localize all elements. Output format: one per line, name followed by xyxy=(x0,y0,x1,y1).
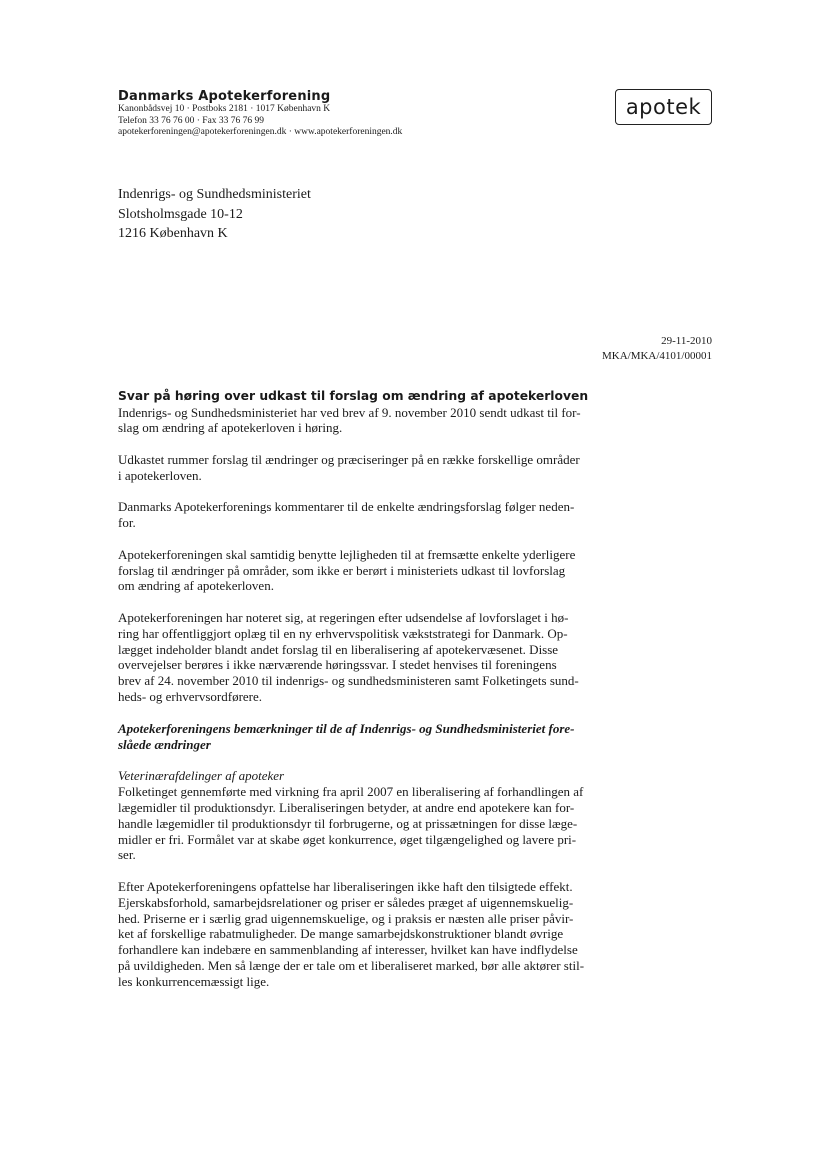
org-phone: Telefon 33 76 76 00 · Fax 33 76 76 99 xyxy=(118,115,265,126)
section-heading-line: slåede ændringer xyxy=(118,736,211,752)
paragraph xyxy=(118,784,714,863)
paragraph-line: forslag til ændringer på områder, som ikke er berørt i ministeriets udkast til lovforslag xyxy=(118,562,566,578)
paragraph-line: Indenrigs- og Sundhedsministeriet har ved brev af 9. november 2010 sendt udkast til for- xyxy=(118,404,581,420)
paragraph xyxy=(118,879,714,990)
paragraph-line: ser. xyxy=(118,847,136,863)
logo-text: apotek xyxy=(625,94,702,119)
letter-date: 29-11-2010 xyxy=(661,335,712,347)
recipient-address xyxy=(118,185,311,244)
apotek-logo xyxy=(615,89,712,125)
paragraph-line: Danmarks Apotekerforenings kommentarer til de enkelte ændringsforslag følger neden- xyxy=(118,499,575,515)
paragraph-line: Apotekerforeningen skal samtidig benytte lejligheden til at fremsætte enkelte yderligere xyxy=(118,546,576,562)
paragraph-line: brev af 24. november 2010 til indenrigs- og sundhedsministeren samt Folketingets sund- xyxy=(118,673,579,689)
recipient-line: Slotsholmsgade 10-12 xyxy=(118,206,243,222)
paragraph-line: Efter Apotekerforeningens opfattelse har liberaliseringen ikke haft den tilsigtede effekt. xyxy=(118,878,573,894)
paragraph-line: ket af forskellige rabatmuligheder. De mange samarbejdskonstruktioner blandt øvrige xyxy=(118,926,564,942)
paragraph-line: om ændring af apotekerloven. xyxy=(118,578,274,594)
paragraph-line: på uvildigheden. Men så længe der er tale om et liberaliseret marked, bør alle aktører stil- xyxy=(118,957,585,973)
paragraph-line: Folketinget gennemførte med virkning fra april 2007 en liberalisering af forhandlingen af xyxy=(118,784,584,800)
org-name: Danmarks Apotekerforening xyxy=(118,89,331,104)
letter-reference: MKA/MKA/4101/00001 xyxy=(601,350,712,362)
org-address: Kanonbådsvej 10 · Postboks 2181 · 1017 København K xyxy=(118,104,331,114)
recipient-line: 1216 København K xyxy=(118,226,228,241)
paragraph-line: slag om ændring af apotekerloven i høring. xyxy=(118,420,343,436)
org-contact: apotekerforeningen@apotekerforeningen.dk · www.apotekerforeningen.dk xyxy=(118,127,403,137)
paragraph-line: midler er fri. Formålet var at skabe øget konkurrence, øget tilgængelighed og lavere pri- xyxy=(118,831,577,847)
paragraph-line: heds- og erhvervsordførere. xyxy=(118,688,263,704)
paragraph-line: Udkastet rummer forslag til ændringer og præciseringer på en række forskellige områder xyxy=(118,451,580,467)
recipient-line: Indenrigs- og Sundhedsministeriet xyxy=(118,187,311,202)
paragraph xyxy=(118,610,714,705)
letterhead xyxy=(118,89,558,139)
paragraph-line: overvejelser berøres i ikke nærværende høringssvar. I stedet henvises til foreningens xyxy=(118,657,557,673)
section-heading-line: Apotekerforeningens bemærkninger til de af Indenrigs- og Sundhedsministeriet fore- xyxy=(118,720,575,736)
paragraph-line: Ejerskabsforhold, samarbejdsrelationer og priser er således præget af uigennemskuelig- xyxy=(118,894,574,910)
paragraph-line: lægget indeholder blandt andet forslag til en liberalisering af apotekervæsenet. Disse xyxy=(118,641,559,657)
letter-body xyxy=(118,389,714,989)
paragraph-line: ring har offentliggjort oplæg til en ny erhvervspolitisk vækststrategi for Danmark. Op- xyxy=(118,625,568,641)
subsection-heading: Veterinærafdelinger af apoteker xyxy=(118,768,285,784)
letter-meta xyxy=(602,334,712,364)
paragraph-line: i apotekerloven. xyxy=(118,467,202,483)
paragraph xyxy=(118,452,714,484)
paragraph-line: Apotekerforeningen har noteret sig, at regeringen efter udsendelse af lovforslaget i hø- xyxy=(118,609,569,625)
paragraph-line: handle lægemidler til produktionsdyr til forbrugerne, og at prissætningen for disse læge- xyxy=(118,815,578,831)
paragraph-line: for. xyxy=(118,515,136,531)
letter-subject: Svar på høring over udkast til forslag om ændring af apotekerloven xyxy=(118,389,589,403)
paragraph xyxy=(118,499,714,531)
paragraph-line: hed. Priserne er i særlig grad uigennemskuelige, og i praksis er næsten alle priser påvir- xyxy=(118,910,574,926)
paragraph-line: lægemidler til produktionsdyr. Liberaliseringen betyder, at andre end apotekere kan for- xyxy=(118,799,575,815)
paragraph-line: forhandlere kan indebære en sammenblanding af interesser, hvilket kan have indflydelse xyxy=(118,942,578,958)
paragraph xyxy=(118,547,714,594)
paragraph xyxy=(118,405,714,437)
paragraph-line: les konkurrencemæssigt lige. xyxy=(118,973,270,989)
section-heading xyxy=(118,721,714,753)
